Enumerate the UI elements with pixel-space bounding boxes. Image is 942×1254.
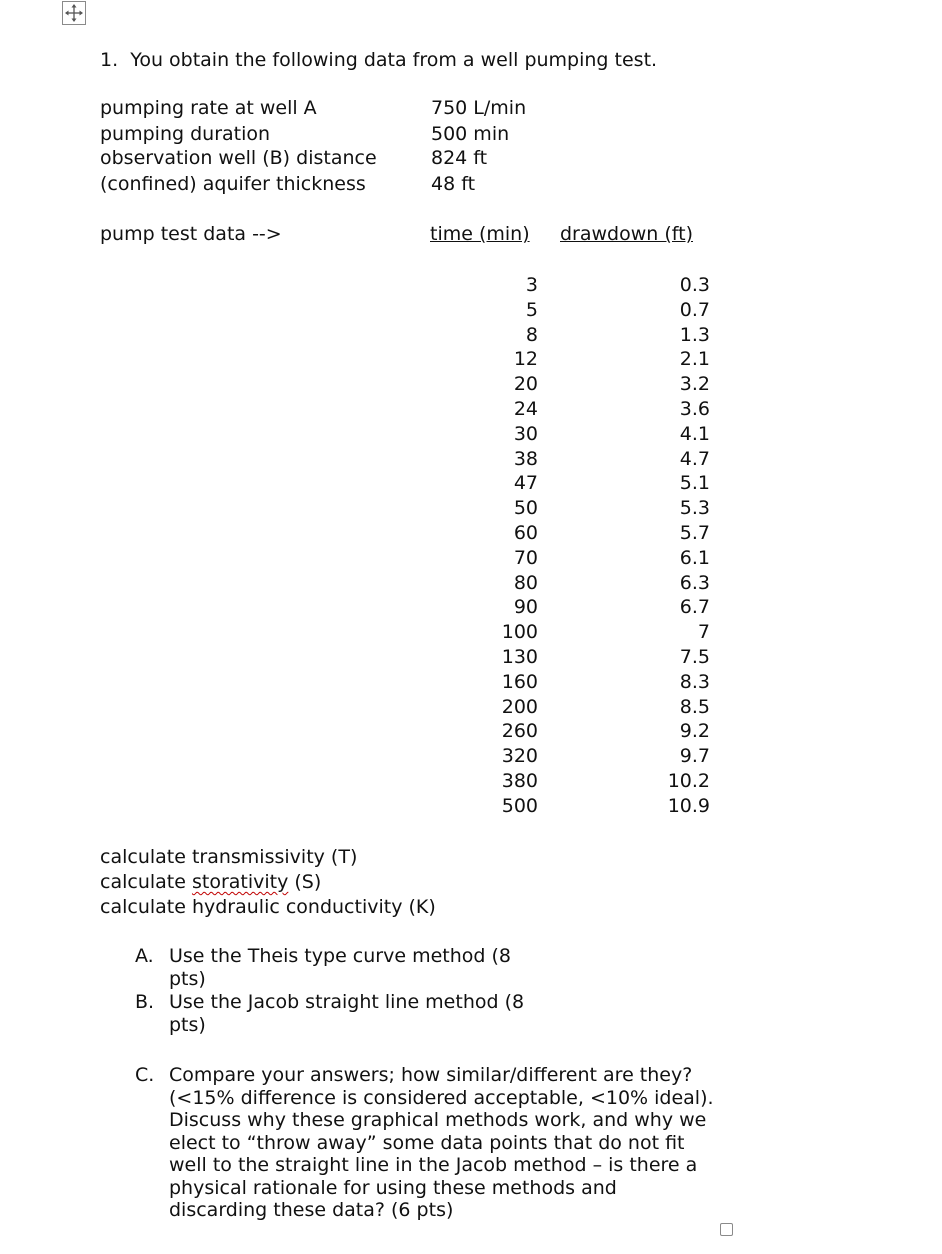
drawdown-cell: 0.7 — [679, 298, 710, 321]
time-cell: 500 — [501, 794, 538, 817]
time-cell: 24 — [513, 397, 538, 420]
drawdown-cell: 6.7 — [679, 596, 710, 619]
question-number: 1. — [100, 49, 119, 71]
time-cell: 38 — [513, 447, 538, 470]
pump-test-label: pump test data --> — [100, 223, 282, 245]
time-cell: 380 — [501, 769, 538, 792]
drawdown-cell: 9.7 — [679, 745, 710, 768]
drawdown-cell: 6.3 — [679, 571, 710, 594]
param-label-pumping-duration: pumping duration — [100, 123, 271, 145]
part-b-text: Use the Jacob straight line method (8 pts) — [169, 991, 525, 1036]
time-cell: 12 — [513, 348, 538, 371]
param-value-aquifer-thickness: 48 ft — [431, 173, 476, 195]
question-text: You obtain the following data from a well pumping test. — [130, 49, 658, 71]
drawdown-cell: 4.7 — [679, 447, 710, 470]
drawdown-cell: 3.2 — [679, 373, 710, 396]
part-b-letter: B. — [135, 991, 155, 1013]
time-cell: 100 — [501, 621, 538, 644]
time-cell: 5 — [525, 298, 538, 321]
time-column — [480, 273, 538, 819]
time-cell: 47 — [513, 472, 538, 495]
drawdown-cell: 8.3 — [679, 670, 710, 693]
time-cell: 60 — [513, 521, 538, 544]
param-label-aquifer-thickness: (confined) aquifer thickness — [100, 173, 366, 195]
time-cell: 320 — [501, 745, 538, 768]
time-cell: 70 — [513, 546, 538, 569]
drawdown-cell: 10.9 — [667, 794, 710, 817]
time-cell: 50 — [513, 497, 538, 520]
drawdown-column-header: drawdown (ft) — [560, 223, 693, 245]
part-c-letter: C. — [135, 1064, 155, 1086]
calc-storativity-prefix: calculate — [100, 871, 192, 893]
drawdown-cell: 2.1 — [679, 348, 710, 371]
time-cell: 130 — [501, 645, 538, 668]
drawdown-cell: 0.3 — [679, 274, 710, 296]
time-cell: 200 — [501, 695, 538, 718]
drawdown-cell: 1.3 — [679, 323, 710, 346]
table-move-handle-icon[interactable] — [62, 1, 86, 25]
spellcheck-word[interactable]: storativity — [191, 871, 289, 893]
drawdown-cell: 5.3 — [679, 497, 710, 520]
calc-storativity-suffix: (S) — [288, 871, 322, 893]
time-cell: 8 — [525, 323, 538, 346]
calc-conductivity: calculate hydraulic conductivity (K) — [100, 896, 436, 918]
drawdown-cell: 7 — [697, 621, 710, 644]
time-cell: 160 — [501, 670, 538, 693]
time-cell: 260 — [501, 720, 538, 743]
param-value-observation-distance: 824 ft — [431, 147, 488, 169]
time-cell: 90 — [513, 596, 538, 619]
time-cell: 3 — [525, 274, 538, 296]
param-label-observation-distance: observation well (B) distance — [100, 147, 377, 169]
time-cell: 30 — [513, 422, 538, 445]
drawdown-cell: 5.1 — [679, 472, 710, 495]
drawdown-column — [640, 273, 710, 819]
part-c-text: Compare your answers; how similar/different are they? (<15% difference is considered acceptable, <10% ideal). Discuss why these graphical methods work, and why we elect to “throw away” some data points that do not fit well to the straight line in the Jacob method – is there a physical rationale for using these methods and discarding these data? (6 pts) — [169, 1064, 714, 1221]
param-label-pumping-rate: pumping rate at well A — [100, 97, 317, 119]
calc-transmissivity: calculate transmissivity (T) — [100, 846, 358, 868]
question-title — [100, 48, 657, 72]
time-column-header: time (min) — [430, 223, 530, 245]
param-value-pumping-rate: 750 L/min — [431, 97, 527, 119]
part-a-letter: A. — [135, 945, 154, 967]
drawdown-cell: 5.7 — [679, 521, 710, 544]
part-a-text: Use the Theis type curve method (8 pts) — [169, 945, 511, 990]
drawdown-cell: 8.5 — [679, 695, 710, 718]
drawdown-cell: 7.5 — [679, 645, 710, 668]
drawdown-cell: 3.6 — [679, 397, 710, 420]
param-value-pumping-duration: 500 min — [431, 123, 510, 145]
time-cell: 80 — [513, 571, 538, 594]
drawdown-cell: 4.1 — [679, 422, 710, 445]
drawdown-cell: 9.2 — [679, 720, 710, 743]
drawdown-cell: 10.2 — [667, 769, 710, 792]
table-resize-handle-icon[interactable] — [720, 1223, 733, 1236]
calc-storativity — [100, 870, 321, 894]
drawdown-cell: 6.1 — [679, 546, 710, 569]
time-cell: 20 — [513, 373, 538, 396]
